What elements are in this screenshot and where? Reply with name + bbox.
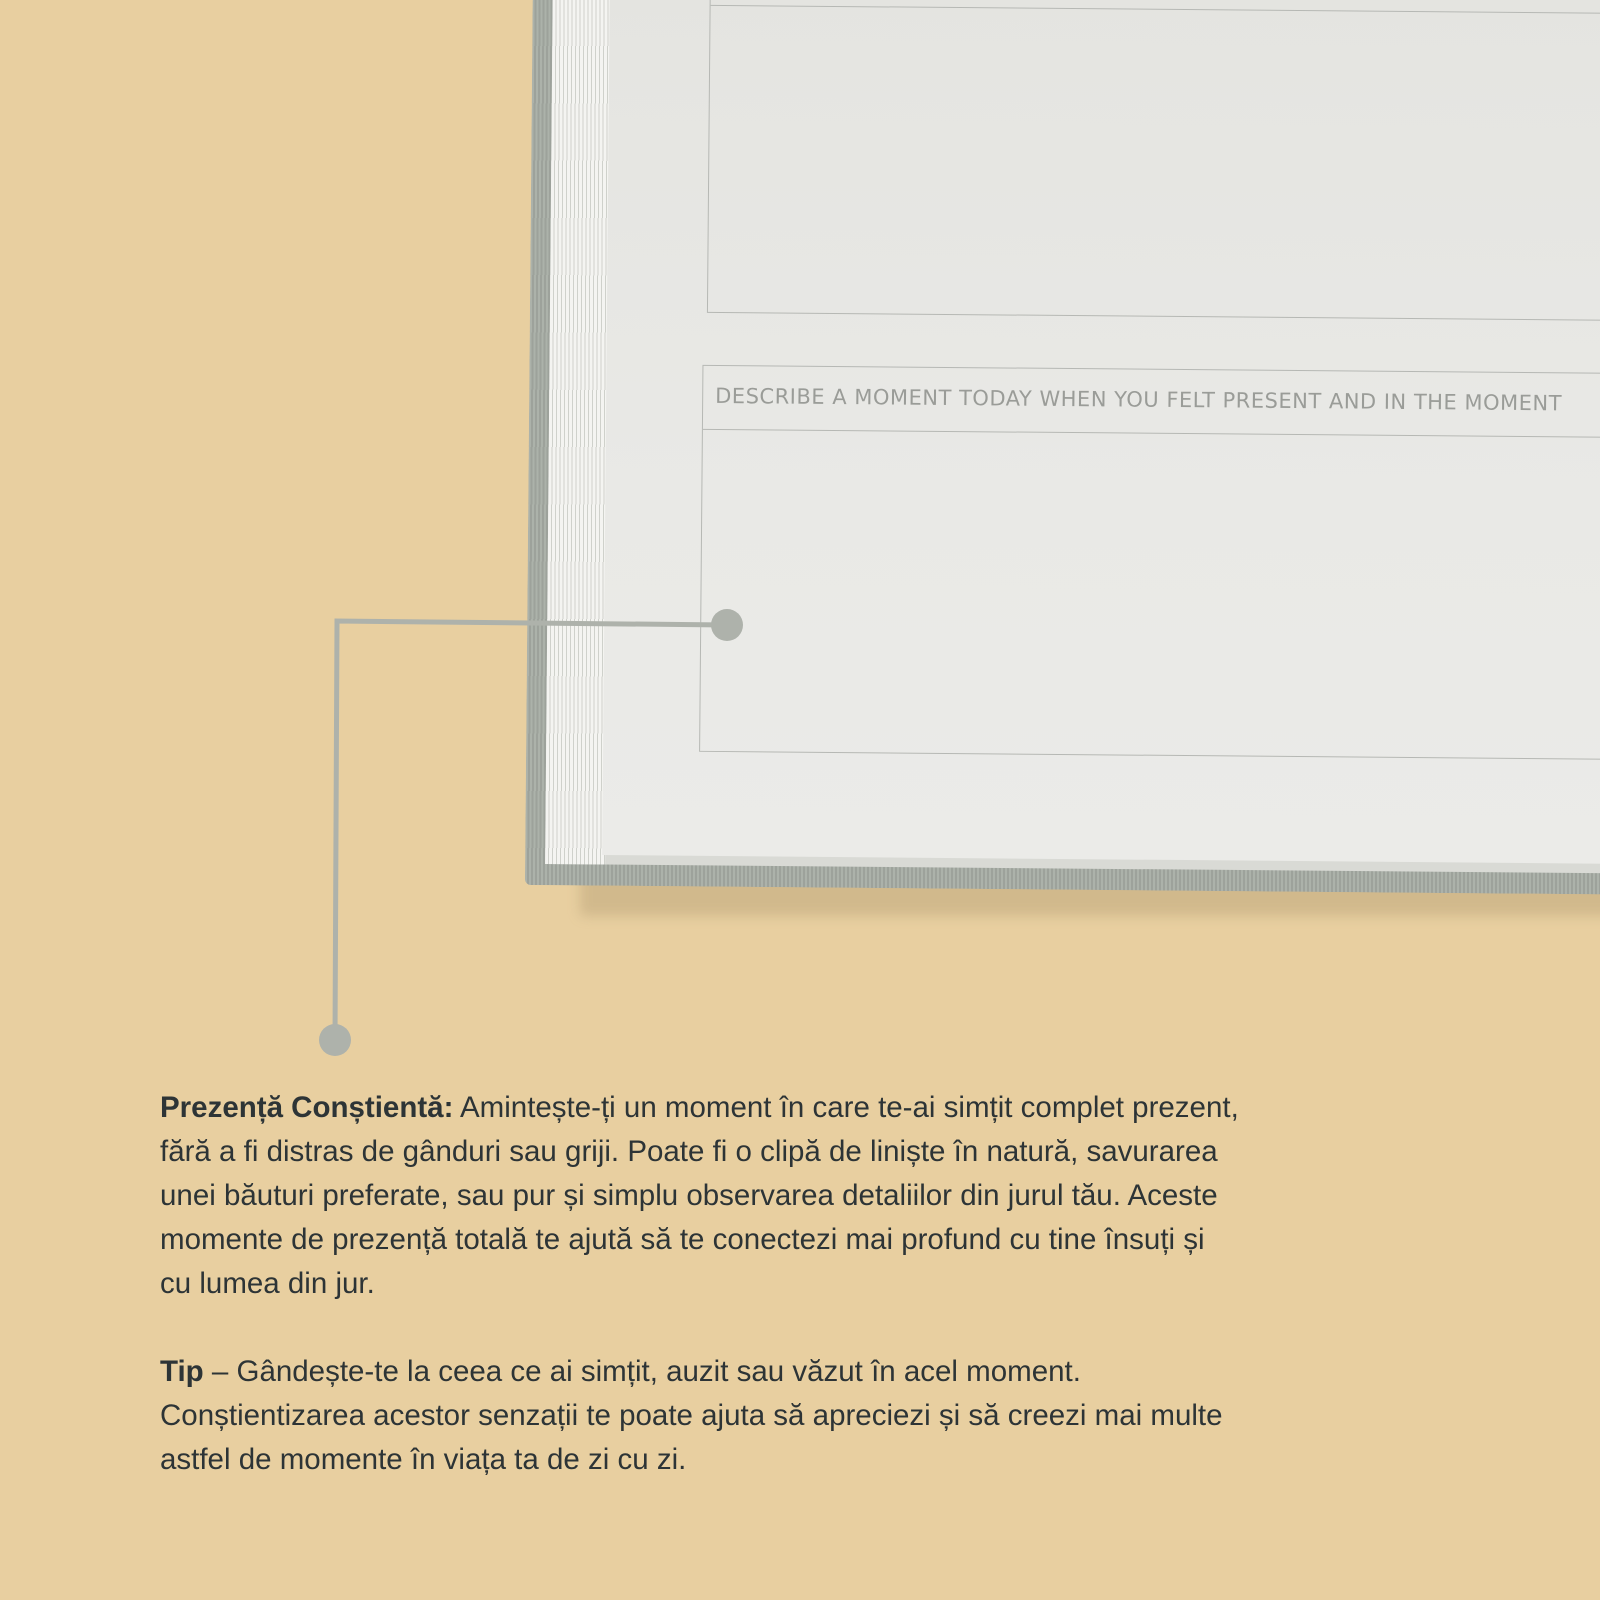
callout-paragraph	[160, 1086, 1240, 1306]
tip-label: Tip	[160, 1355, 204, 1388]
prompt-present-moment-label: DESCRIBE A MOMENT TODAY WHEN YOU FELT PRESENT AND IN THE MOMENT	[703, 366, 1600, 438]
connector-dot-bottom	[319, 1024, 351, 1056]
callout-heading: Prezență Conștientă:	[160, 1091, 454, 1124]
callout-body: Amintește-ți un moment în care te-ai simțit complet prezent, fără a fi distras de gânduri sau griji. Poate fi o clipă de liniște în natură, savurarea unei băuturi preferate, sau pur și simplu observarea detaliilor din jurul tău. Aceste momente de prezență totală te ajută să te conectezi mai profund cu tine însuți și cu lumea din jur.	[160, 1091, 1239, 1300]
connector-dot-top	[711, 609, 743, 641]
connector-line	[335, 621, 727, 1040]
callout-description	[160, 1086, 1240, 1526]
tip-body: – Gândește-te la ceea ce ai simțit, auzit sau văzut în acel moment. Conștientizarea acestor senzații te poate ajuta să apreciezi și să creezi mai multe astfel de momente în viața ta de zi cu zi.	[160, 1355, 1223, 1476]
tip-paragraph	[160, 1350, 1240, 1482]
